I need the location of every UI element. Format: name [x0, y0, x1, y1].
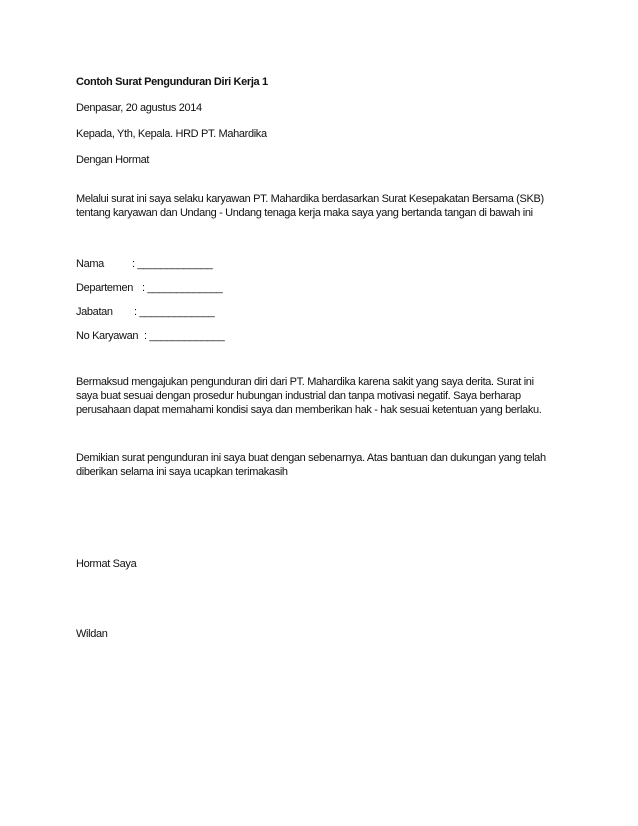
- intro-line-2: tentang karyawan dan Undang - Undang tenaga kerja maka saya yang bertanda tangan di bawah ini: [76, 207, 533, 219]
- signature-name: Wildan: [76, 628, 108, 640]
- reason-line-1: Bermaksud mengajukan pengunduran diri dari PT. Mahardika karena sakit yang saya derita. Surat ini: [76, 376, 534, 388]
- field-jabatan: [76, 305, 214, 319]
- closing-line-1: Demikian surat pengunduran ini saya buat dengan sebenarnya. Atas bantuan dan dukungan yang telah: [76, 452, 546, 464]
- field-label: Departemen: [76, 282, 134, 294]
- field-blank: : _____________: [134, 306, 215, 318]
- field-blank: : _____________: [144, 330, 225, 342]
- field-no-karyawan: [76, 329, 224, 343]
- field-departemen: [76, 281, 222, 295]
- field-label: No Karyawan: [76, 330, 139, 342]
- field-blank: : _____________: [142, 282, 223, 294]
- field-label: Jabatan: [76, 306, 113, 318]
- closing-line-2: diberikan selama ini saya ucapkan terimakasih: [76, 466, 288, 478]
- recipient-line: Kepada, Yth, Kepala. HRD PT. Mahardika: [76, 128, 267, 140]
- signoff: Hormat Saya: [76, 558, 137, 570]
- field-label: Nama: [76, 258, 104, 270]
- field-blank: : _____________: [132, 258, 213, 270]
- reason-line-2: saya buat sesuai dengan prosedur hubungan industrial dan tanpa motivasi negatif. Saya berharap: [76, 390, 521, 402]
- greeting: Dengan Hormat: [76, 154, 150, 166]
- letter-title: Contoh Surat Pengunduran Diri Kerja 1: [76, 76, 268, 88]
- intro-line-1: Melalui surat ini saya selaku karyawan PT. Mahardika berdasarkan Surat Kesepakatan Bersama (SKB): [76, 193, 544, 205]
- place-date: Denpasar, 20 agustus 2014: [76, 102, 202, 114]
- reason-line-3: perusahaan dapat memahami kondisi saya dan memberikan hak - hak sesuai ketentuan yang berlaku.: [76, 404, 542, 416]
- field-nama: [76, 257, 212, 271]
